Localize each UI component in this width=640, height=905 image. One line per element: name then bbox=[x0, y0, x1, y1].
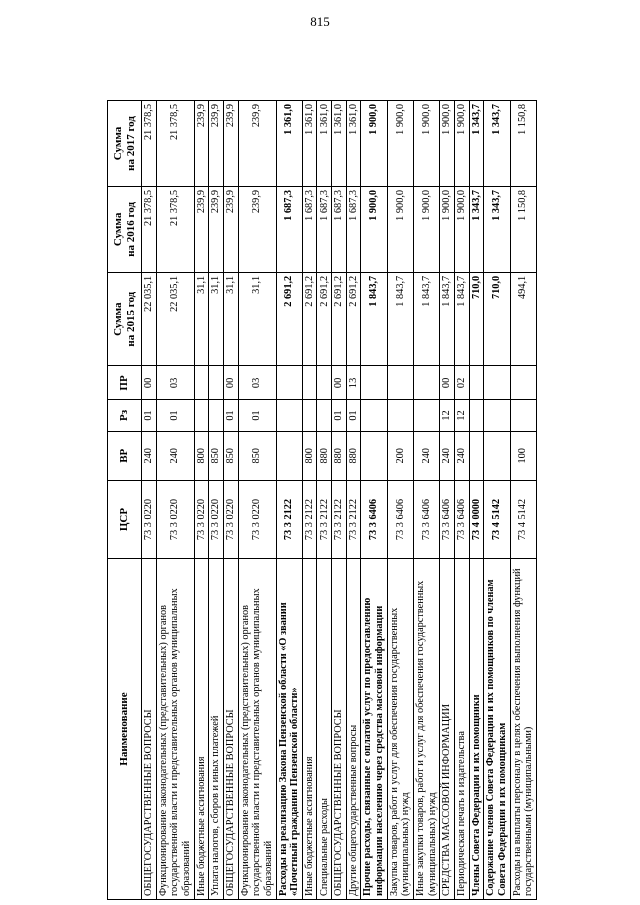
cell-name: Иные закупки товаров, работ и услуг для обеспечения государственных (муниципальных) нужд bbox=[414, 559, 440, 900]
cell-pr bbox=[414, 366, 440, 400]
cell-sum-2017: 1 361,0 bbox=[346, 101, 361, 187]
cell-csr: 73 3 6406 bbox=[414, 480, 440, 558]
header-sum-2017 bbox=[108, 101, 142, 187]
cell-sum-2015: 1 843,7 bbox=[455, 272, 470, 366]
header-name: Наименование bbox=[108, 559, 142, 900]
cell-vr: 800 bbox=[302, 431, 317, 480]
cell-rz bbox=[387, 400, 413, 431]
cell-csr: 73 3 0220 bbox=[209, 480, 224, 558]
header-sum-2015 bbox=[108, 272, 142, 366]
cell-pr bbox=[510, 366, 536, 400]
cell-sum-2015: 22 035,1 bbox=[142, 272, 157, 366]
cell-name: СРЕДСТВА МАССОВОЙ ИНФОРМАЦИИ bbox=[440, 559, 455, 900]
table-row bbox=[156, 101, 194, 900]
table-row bbox=[510, 101, 536, 900]
cell-vr bbox=[484, 431, 510, 480]
cell-vr: 240 bbox=[455, 431, 470, 480]
header-sum-2015-line1: Сумма bbox=[112, 302, 125, 336]
cell-sum-2016: 1 900,0 bbox=[361, 186, 387, 272]
header-vr: ВР bbox=[108, 431, 142, 480]
header-pr: ПР bbox=[108, 366, 142, 400]
cell-rz bbox=[276, 400, 302, 431]
cell-sum-2016: 1 900,0 bbox=[440, 186, 455, 272]
cell-csr: 73 4 0000 bbox=[469, 480, 484, 558]
cell-name: ОБЩЕГОСУДАРСТВЕННЫЕ ВОПРОСЫ bbox=[223, 559, 238, 900]
cell-rz: 01 bbox=[346, 400, 361, 431]
cell-csr: 73 3 0220 bbox=[142, 480, 157, 558]
cell-csr: 73 4 5142 bbox=[510, 480, 536, 558]
cell-name: Другие общегосударственные вопросы bbox=[346, 559, 361, 900]
table-row bbox=[142, 101, 157, 900]
cell-rz: 01 bbox=[223, 400, 238, 431]
cell-sum-2017: 1 361,0 bbox=[332, 101, 347, 187]
cell-sum-2017: 1 150,8 bbox=[510, 101, 536, 187]
cell-sum-2015: 22 035,1 bbox=[156, 272, 194, 366]
cell-rz bbox=[510, 400, 536, 431]
cell-pr bbox=[276, 366, 302, 400]
header-sum-2016 bbox=[108, 186, 142, 272]
cell-rz: 12 bbox=[440, 400, 455, 431]
cell-csr: 73 3 0220 bbox=[238, 480, 276, 558]
cell-csr: 73 3 0220 bbox=[223, 480, 238, 558]
cell-sum-2016: 21 378,5 bbox=[142, 186, 157, 272]
cell-sum-2017: 1 900,0 bbox=[455, 101, 470, 187]
cell-sum-2016: 1 343,7 bbox=[469, 186, 484, 272]
table-body bbox=[142, 101, 537, 900]
cell-name: Содержание членов Совета Федерации и их помощников по членам Совета Федерации и их помощникам bbox=[484, 559, 510, 900]
cell-name: ОБЩЕГОСУДАРСТВЕННЫЕ ВОПРОСЫ bbox=[142, 559, 157, 900]
cell-vr: 880 bbox=[332, 431, 347, 480]
rotated-budget-table-container bbox=[107, 100, 537, 900]
cell-sum-2015: 31,1 bbox=[209, 272, 224, 366]
cell-name: Функционирование законодательных (представительных) органов государственной власти и представительных органов муниципальных образований bbox=[238, 559, 276, 900]
table-row bbox=[209, 101, 224, 900]
cell-vr bbox=[469, 431, 484, 480]
table-row bbox=[194, 101, 209, 900]
cell-name: Закупка товаров, работ и услуг для обеспечения государственных (муниципальных) нужд bbox=[387, 559, 413, 900]
table-row bbox=[302, 101, 317, 900]
table-row bbox=[238, 101, 276, 900]
cell-sum-2017: 1 900,0 bbox=[387, 101, 413, 187]
cell-sum-2015: 2 691,2 bbox=[276, 272, 302, 366]
table-row bbox=[455, 101, 470, 900]
header-sum-2015-line2: на 2015 год bbox=[124, 291, 137, 347]
cell-pr bbox=[361, 366, 387, 400]
cell-vr: 850 bbox=[209, 431, 224, 480]
cell-rz: 01 bbox=[156, 400, 194, 431]
cell-csr: 73 3 6406 bbox=[361, 480, 387, 558]
cell-sum-2016: 21 378,5 bbox=[156, 186, 194, 272]
cell-sum-2017: 21 378,5 bbox=[156, 101, 194, 187]
cell-sum-2015: 1 843,7 bbox=[414, 272, 440, 366]
cell-sum-2015: 2 691,2 bbox=[317, 272, 332, 366]
cell-sum-2016: 1 687,3 bbox=[302, 186, 317, 272]
cell-rz: 01 bbox=[332, 400, 347, 431]
cell-rz: 01 bbox=[238, 400, 276, 431]
cell-rz: 12 bbox=[455, 400, 470, 431]
cell-csr: 73 3 0220 bbox=[194, 480, 209, 558]
cell-vr: 200 bbox=[387, 431, 413, 480]
cell-pr bbox=[194, 366, 209, 400]
cell-rz bbox=[317, 400, 332, 431]
cell-sum-2017: 1 343,7 bbox=[484, 101, 510, 187]
cell-sum-2017: 239,9 bbox=[238, 101, 276, 187]
cell-vr: 880 bbox=[346, 431, 361, 480]
table-row bbox=[276, 101, 302, 900]
cell-rz bbox=[194, 400, 209, 431]
cell-rz bbox=[302, 400, 317, 431]
cell-sum-2016: 1 900,0 bbox=[455, 186, 470, 272]
header-sum-2016-line2: на 2016 год bbox=[124, 201, 137, 257]
cell-vr bbox=[361, 431, 387, 480]
budget-table bbox=[107, 100, 537, 900]
cell-sum-2017: 1 361,0 bbox=[302, 101, 317, 187]
cell-csr: 73 3 2122 bbox=[346, 480, 361, 558]
cell-sum-2017: 1 361,0 bbox=[276, 101, 302, 187]
table-row bbox=[469, 101, 484, 900]
cell-name: Прочие расходы, связанные с оплатой услуг по предоставлению информации населению через средства массовой информации bbox=[361, 559, 387, 900]
cell-sum-2015: 1 843,7 bbox=[361, 272, 387, 366]
cell-pr bbox=[302, 366, 317, 400]
cell-sum-2017: 239,9 bbox=[194, 101, 209, 187]
cell-pr bbox=[317, 366, 332, 400]
cell-vr: 240 bbox=[414, 431, 440, 480]
cell-sum-2015: 710,0 bbox=[484, 272, 510, 366]
cell-sum-2015: 494,1 bbox=[510, 272, 536, 366]
cell-sum-2016: 1 150,8 bbox=[510, 186, 536, 272]
cell-sum-2015: 2 691,2 bbox=[346, 272, 361, 366]
cell-csr: 73 4 5142 bbox=[484, 480, 510, 558]
cell-csr: 73 3 0220 bbox=[156, 480, 194, 558]
cell-sum-2016: 1 900,0 bbox=[414, 186, 440, 272]
cell-sum-2017: 1 900,0 bbox=[414, 101, 440, 187]
cell-name: Расходы на реализацию Закона Пензенской области «О звании «Почетный гражданин Пензенской области» bbox=[276, 559, 302, 900]
table-row bbox=[361, 101, 387, 900]
header-sum-2017-line2: на 2017 год bbox=[124, 116, 137, 171]
cell-pr bbox=[209, 366, 224, 400]
cell-sum-2016: 239,9 bbox=[194, 186, 209, 272]
cell-vr bbox=[276, 431, 302, 480]
cell-csr: 73 3 6406 bbox=[455, 480, 470, 558]
cell-name: Иные бюджетные ассигнования bbox=[302, 559, 317, 900]
cell-name: Специальные расходы bbox=[317, 559, 332, 900]
table-row bbox=[332, 101, 347, 900]
cell-sum-2016: 1 343,7 bbox=[484, 186, 510, 272]
cell-name: Расходы на выплаты персоналу в целях обеспечения выполнения функций государственными (муниципальными) bbox=[510, 559, 536, 900]
cell-vr: 240 bbox=[142, 431, 157, 480]
cell-pr: 02 bbox=[455, 366, 470, 400]
cell-rz bbox=[361, 400, 387, 431]
cell-name: Иные бюджетные ассигнования bbox=[194, 559, 209, 900]
cell-csr: 73 3 2122 bbox=[276, 480, 302, 558]
cell-sum-2017: 239,9 bbox=[209, 101, 224, 187]
table-row bbox=[223, 101, 238, 900]
cell-sum-2015: 31,1 bbox=[194, 272, 209, 366]
cell-rz bbox=[484, 400, 510, 431]
cell-rz bbox=[414, 400, 440, 431]
cell-sum-2016: 239,9 bbox=[209, 186, 224, 272]
header-rz: Рз bbox=[108, 400, 142, 431]
cell-pr: 13 bbox=[346, 366, 361, 400]
cell-pr: 00 bbox=[440, 366, 455, 400]
cell-vr: 240 bbox=[156, 431, 194, 480]
cell-name: Уплата налогов, сборов и иных платежей bbox=[209, 559, 224, 900]
table-row bbox=[484, 101, 510, 900]
cell-vr: 800 bbox=[194, 431, 209, 480]
header-sum-2016-line1: Сумма bbox=[112, 212, 125, 247]
cell-sum-2017: 21 378,5 bbox=[142, 101, 157, 187]
cell-sum-2016: 1 687,3 bbox=[276, 186, 302, 272]
cell-sum-2016: 1 687,3 bbox=[346, 186, 361, 272]
cell-pr: 00 bbox=[332, 366, 347, 400]
cell-name: Функционирование законодательных (представительных) органов государственной власти и представительных органов муниципальных образований bbox=[156, 559, 194, 900]
cell-sum-2017: 1 361,0 bbox=[317, 101, 332, 187]
cell-pr: 00 bbox=[223, 366, 238, 400]
cell-pr: 03 bbox=[238, 366, 276, 400]
table-row bbox=[317, 101, 332, 900]
cell-pr bbox=[469, 366, 484, 400]
cell-name: Периодическая печать и издательства bbox=[455, 559, 470, 900]
cell-sum-2015: 2 691,2 bbox=[302, 272, 317, 366]
cell-sum-2015: 1 843,7 bbox=[387, 272, 413, 366]
table-header bbox=[108, 101, 142, 900]
cell-vr: 850 bbox=[223, 431, 238, 480]
cell-vr: 240 bbox=[440, 431, 455, 480]
table-row bbox=[414, 101, 440, 900]
cell-sum-2015: 31,1 bbox=[223, 272, 238, 366]
cell-sum-2016: 1 687,3 bbox=[317, 186, 332, 272]
cell-sum-2017: 1 900,0 bbox=[440, 101, 455, 187]
cell-csr: 73 3 2122 bbox=[332, 480, 347, 558]
cell-sum-2016: 239,9 bbox=[223, 186, 238, 272]
page-number: 815 bbox=[310, 14, 330, 29]
cell-sum-2016: 1 900,0 bbox=[387, 186, 413, 272]
cell-csr: 73 3 6406 bbox=[440, 480, 455, 558]
cell-pr: 00 bbox=[142, 366, 157, 400]
cell-vr: 880 bbox=[317, 431, 332, 480]
cell-sum-2015: 710,0 bbox=[469, 272, 484, 366]
table-row bbox=[346, 101, 361, 900]
cell-vr: 850 bbox=[238, 431, 276, 480]
cell-sum-2017: 239,9 bbox=[223, 101, 238, 187]
cell-csr: 73 3 6406 bbox=[387, 480, 413, 558]
cell-sum-2016: 239,9 bbox=[238, 186, 276, 272]
cell-sum-2016: 1 687,3 bbox=[332, 186, 347, 272]
cell-csr: 73 3 2122 bbox=[302, 480, 317, 558]
cell-pr bbox=[484, 366, 510, 400]
cell-rz bbox=[469, 400, 484, 431]
cell-pr: 03 bbox=[156, 366, 194, 400]
cell-sum-2015: 31,1 bbox=[238, 272, 276, 366]
cell-sum-2015: 1 843,7 bbox=[440, 272, 455, 366]
header-sum-2017-line1: Сумма bbox=[112, 126, 125, 161]
cell-sum-2017: 1 900,0 bbox=[361, 101, 387, 187]
cell-sum-2017: 1 343,7 bbox=[469, 101, 484, 187]
header-csr: ЦСР bbox=[108, 480, 142, 558]
cell-pr bbox=[387, 366, 413, 400]
cell-name: Члены Совета Федерации и их помощники bbox=[469, 559, 484, 900]
table-row bbox=[387, 101, 413, 900]
cell-rz bbox=[209, 400, 224, 431]
cell-vr: 100 bbox=[510, 431, 536, 480]
table-row bbox=[440, 101, 455, 900]
cell-rz: 01 bbox=[142, 400, 157, 431]
cell-sum-2015: 2 691,2 bbox=[332, 272, 347, 366]
cell-csr: 73 3 2122 bbox=[317, 480, 332, 558]
cell-name: ОБЩЕГОСУДАРСТВЕННЫЕ ВОПРОСЫ bbox=[332, 559, 347, 900]
